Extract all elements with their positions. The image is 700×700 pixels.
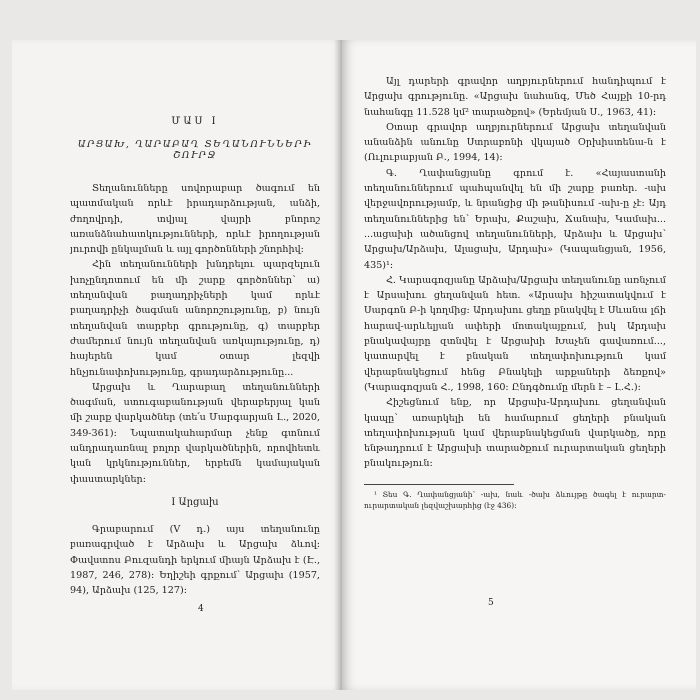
section-heading: I Արցախ [171,496,219,508]
right-page [342,40,696,690]
paragraph: Գրաբարում (V դ.) այս տեղանունը բառագրված է Արձախ և Արցախ ձևով: Փավստոս Բուզանդի երկում միայն Արձախ է (Է., 1987, 246, 278): Եղիշեի գրքում՝ Արցախ (1957, 94), Արձախ (125, 127): [70,523,320,597]
paragraph: Տեղանունները սովորաբար ծագում են պատմական որևէ իրադարձության, անձի, ժողովրդի, տվյալ վայրի բնորոշ առանձնահատկությունների, որևէ իրողության յուրովի ընկալման և այլ գործոնների շնորհիվ: [70,183,320,256]
paragraph: Հ. Կարագոզյանը Արձախ/Արցախ տեղանունը առնչում է Արսախու ցեղանվան հետ. «Արսախ հիշատակվում է Սարգոն Բ-ի կողմից: Արդախու ցեղը բնակվել է Սևանա լճի հարավ-արևելյան ափերի մոտակայքում, իսկ Արդախ բնակավայրը զտնվել է Արցախի Խաչեն գավառում..., կատարվել է բնական տեղափոխություն կամ վերաբնակեցում հենց Բնակելի արքաների ձեռքով» (Կարագոզյան Հ., 1998, 160: Ընդգծումը մերն է – Լ.Հ.): [364,274,666,393]
section-title: ՄԱՍ I [171,116,219,127]
paragraph: Հին տեղանունների խնդրելու պարզելուն խոչընդոտում են մի շարք գործոններ՝ ա) տեղանվան բաղադրիչների կամ որևէ բաղադրիչի ծագման անորոշությունը, բ) նույն տեղանվան տարբեր գրությունը, գ) տարբեր ժամերում նույն տեղանվան առկայությունը, դ) հայերեն կամ օտար լեզվի հնչյունափոխությունը, գրադարձությունը... [70,259,320,378]
page-number: 5 [488,598,494,608]
paragraph: Արցախ և Ղարաբաղ տեղանունների ծագման, ստուգաբանության վերաբերյալ կան մի շարք վարկածներ (տե՛ս Մարգարյան Լ., 2020, 349-361): Նպատակահարմար չենք գտնում անդրադառնալ բոլոր վարկածներին, որովհետև կան կրկնություններ, երբեմն կամայական փաստարկներ: [70,381,320,485]
chapter-subtitle: ԱՐՑԱԽ, ՂԱՐԱԲԱՂ ՏԵՂԱՆՈՒՆՆԵՐԻ ՇՈՒՐՋ [77,139,313,161]
paragraph: Օտար գրավոր աղբյուրներում Արցախ տեղանվան անանձին անունը Ստրաբոնի վկայած Օրխիստենա-ն է (Ուլուբաբյան Բ., 1994, 14): [364,121,666,164]
paragraph: Գ. Ղափանցյանը գրում է. «Հայաստանի տեղանուններում պահպանվել են մի շարք բառեր. -ախ վերջավորությամբ, և նրանցից մի թանիսում -ախ-ը չէ: Այդ տեղանուններից են՝ Երախ, Քաշախ, Ճանախ, Կամախ... ...ացախի ածանցով տեղանունների, Արձախ և Արցախ՝ Արցախ/Արձախ, Ալացախ, Արդախ» (Կապանցյան, 1956, 435)¹: [364,167,666,271]
footnote: ¹ Տես Գ. Ղափանցյանի՝ -ախ, նաև -ծախ ձևույթը ծագել է ուրարտ-ուրարտական լեզվաշխարհից (էջ 436): [364,489,666,510]
paragraph: Այլ դարերի գրավոր աղբյուրներում հանդիպում է Արցախ գրությունը. «Արցախ նահանգ, Մեծ Հայքի 10-րդ նահանգը 11.528 կմ² տարածքով» (Երեմյան Ս., 1963, 41): [364,76,666,118]
paragraph: Հիշեցնում ենք, որ Արցախ-Արդախու ցեղանվան կապը՝ առարկելի են համարում ցեղերի բնական տեղափոխության կամ վերաբնակեցման վարկածը, որը ենթադրում է Արցախի տարածքում ուրարտական ցեղերի բնակություն: [364,397,666,470]
open-book [12,40,696,690]
page-number: 4 [198,604,204,614]
footnote-rule [364,484,514,485]
left-page [12,40,342,690]
